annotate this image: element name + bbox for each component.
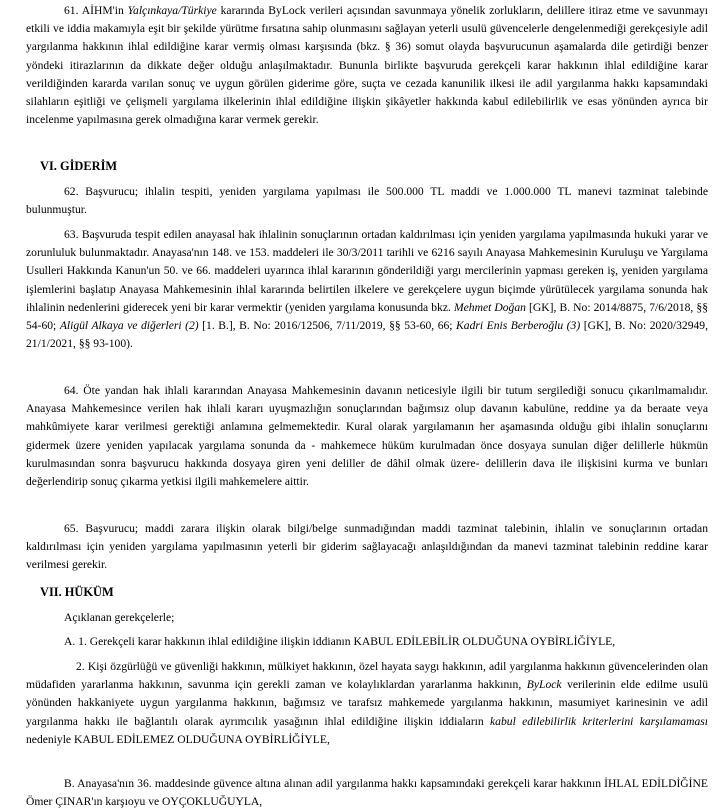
paragraph-65: 65. Başvurucu; maddi zarara ilişkin olarak bilgi/belge sunmadığından maddi tazminat talebinin, ihlalin ve sonuçlarının ortadan kaldırılması için yeniden yargılama yapılmasının yeterli bir giderim sağlayacağı anlaşıldığından da manevi tazminat talebinin reddine karar verilmesi gerekir. xyxy=(26,522,708,572)
judgment-intro: Açıklanan gerekçelerle; xyxy=(64,611,175,624)
p61-text-a: 61. AİHM'in xyxy=(64,4,128,17)
paragraph-64: 64. Öte yandan hak ihlali kararından Anayasa Mahkemesinin davanın neticesiyle ilgili bir tutum sergilediği sonucu çıkarılmamalıdır. Anayasa Mahkemesince verilen hak ihlali kararı uyuşmazlığın sonuçlarından bağımsız olup davanın kabulüne, reddine ya da beraate veya mahkûmiyete karar verilmesi gerektiği anlamına gelmemektedir. Kural olarak yargılamanın her aşamasında olduğu gibi ihlalin sonuçlarını gidermek üzere yeniden yapılacak yargılama sonunda da - mahkemece hüküm kurulmadan önce dosyaya sunulan diğer delillerle hükmün kurulmasından sonra başvurucu hakkında dosyaya giren yeni deliller de dâhil olmak üzere- delillerin dava ile ilişkisini kurma ve bunları değerlendirip sonuç çıkarma yetkisi ilgili mahkemelere aittir. xyxy=(26,384,708,489)
case-name-aligul-alkaya: Aligül Alkaya ve diğerleri (2) xyxy=(59,319,199,333)
a2-text-c: verilerinin elde edilme usulü yönünden hakkaniyete uygun yargılanma hakkının, bağımsız ve tarafsız mahkemede yargılanma hakkının, masumiyet karinesinin ve adil yargılanma hakkı ile bağlantılı olarak ayrımcılık yasağının ihlal edildiğine ilişkin iddiaların xyxy=(26,678,708,728)
a2-text-e: nedeniyle KABUL EDİLEMEZ OLDUĞUNA OYBİRLİĞİYLE, xyxy=(26,732,330,746)
case-name-kadri-enis-berberoglu: Kadri Enis Berberoğlu (3) xyxy=(456,319,581,333)
p63-text-c: [GK], B. No: 2014/8875, 7/6/2018, §§ 54-60; xyxy=(26,300,708,333)
p63-text-e: [1. B.], B. No: 2016/12506, 7/11/2019, §§ 53-60, 66; xyxy=(198,319,457,333)
bylock-term: ByLock xyxy=(526,678,562,692)
section-heading-giderim: VI. GİDERİM xyxy=(40,159,118,173)
judgment-item-a2 xyxy=(26,658,708,749)
case-name-mehmet-dogan: Mehmet Doğan xyxy=(453,300,526,314)
judgment-item-a1: A. 1. Gerekçeli karar hakkının ihlal edildiğine ilişkin iddianın KABUL EDİLEBİLİR OLDUĞUNA OYBİRLİĞİYLE, xyxy=(64,635,616,648)
admissibility-criteria-phrase: kabul edilebilirlik kriterlerini karşılamaması xyxy=(490,714,708,728)
p63-text-a: 63. Başvuruda tespit edilen anayasal hak ihlalinin sonuçlarının ortadan kaldırılması için yeniden yargılama yapılmasında hukuki yarar ve zorunluluk bulunmaktadır. Anayasa'nın 148. ve 153. maddeleri ile 30/3/2011 tarihli ve 6216 sayılı Anayasa Mahkemesinin Kuruluşu ve Yargılama Usulleri Hakkında Kanun'un 50. ve 66. maddeleri uyarınca ihlal kararının gönderildiği yargı mercilerinin yapması gereken iş, yeniden yargılama işlemlerini başlatıp Anayasa Mahkemesinin ihlal kararında belirtilen ilkelere ve gerekçelere uygun biçimde yürütülecek yargılama sonunda hak ihlalinin nedenlerini giderecek yeni bir karar vermektir (yeniden yargılama konusunda bkz. xyxy=(26,228,708,314)
paragraph-62: 62. Başvurucu; ihlalin tespiti, yeniden yargılama yapılması ile 500.000 TL maddi ve 1.000.000 TL manevi tazminat talebinde bulunmuştur. xyxy=(26,185,708,217)
paragraph-63 xyxy=(26,226,708,353)
a2-text-a: 2. Kişi özgürlüğü ve güvenliği hakkının, mülkiyet hakkının, özel hayata saygı hakkının, adil yargılanma hakkının güvencelerinden olan müdafiden yararlanma hakkının, savunma için gerekli zaman ve kolaylıklardan yararlanma hakkının, xyxy=(26,660,708,692)
paragraph-61 xyxy=(26,2,708,129)
p61-text-c: kararında ByLock verileri açısından savunmaya yönelik zorlukların, delillere itiraz etme ve savunmayı etkili ve iddia makamıyla eşit bir şekilde yürütme fırsatına sahip olunmasını sağlayan yeterli usulü güvencelerle dengelenmediği gerekçesiyle adil yargılanma hakkının ihlal edildiğine karar vermiş olması karşısında (bkz. § 36) somut olayda başvurucunun aşamalarda dile getirdiği benzer yöndeki itirazlarının da dikkate değer olduğu anlaşılmaktadır. Bununla birlikte başvuruda gerekçeli karar hakkının ihlal edildiğine karar verildiğinden kararda varılan sonuç ve uygun görülen giderime göre, suçta ve cezada kanunilik ilkesi ile adil yargılanma hakkı kapsamındaki silahların eşitliği ve çelişmeli yargılama ilkelerinin ihlal edildiğine ilişkin şikâyetler hakkında kabul edilebilirlik ve esas yönünden ayrıca bir incelenme yapılmasına gerek olmadığına karar vermek gerekir. xyxy=(26,4,708,127)
p63-text-g: [GK], B. No: 2020/32949, 21/1/2021, §§ 93-100). xyxy=(26,319,709,351)
section-heading-hukum: VII. HÜKÜM xyxy=(40,585,114,599)
judgment-item-b: B. Anayasa'nın 36. maddesinde güvence altına alınan adil yargılanma hakkı kapsamındaki gerekçeli karar hakkının İHLAL EDİLDİĞİNE Ömer ÇINAR'ın karşıoyu ve OYÇOKLUĞUYLA, xyxy=(26,777,708,809)
case-name-yalcinkaya: Yalçınkaya/Türkiye xyxy=(127,4,217,17)
